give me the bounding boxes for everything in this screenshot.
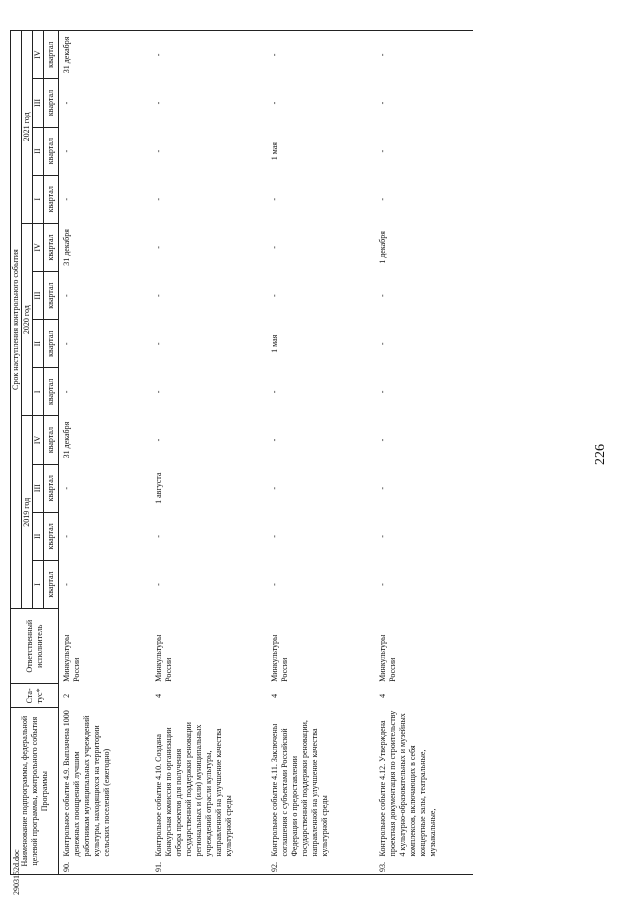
quarter-cell-5: - bbox=[269, 390, 279, 394]
event-status: 4 bbox=[377, 693, 387, 698]
quarter-word-8: квартал bbox=[44, 223, 59, 271]
quarter-numeral-11: III bbox=[33, 79, 44, 127]
event-executor: Минкультуры России bbox=[377, 634, 397, 682]
event-name: Контрольное событие 4.9. Выплачена 1000 денежных поощрений лучшим работникам муниципальных учреждений культуры, находящихся на территории сельских поселений (ежегодно) bbox=[62, 710, 111, 857]
quarter-cell-11: - bbox=[153, 101, 163, 105]
quarter-cell-7: - bbox=[269, 294, 279, 297]
quarter-cell-6: - bbox=[62, 342, 71, 346]
quarter-cell-8: - bbox=[269, 246, 279, 249]
event-executor: Минкультуры России bbox=[153, 634, 173, 682]
quarter-cell-5: - bbox=[377, 390, 387, 394]
quarter-cell-3: 1 августа bbox=[153, 472, 163, 504]
quarter-numeral-2: II bbox=[33, 512, 44, 560]
quarter-numeral-8: IV bbox=[33, 223, 44, 271]
quarter-cell-12: - bbox=[267, 31, 375, 79]
quarter-cell-3: - bbox=[269, 486, 279, 490]
quarter-cell-5: - bbox=[153, 390, 163, 394]
quarter-cell-6: 1 мая bbox=[269, 334, 279, 353]
quarter-word-2: квартал bbox=[44, 512, 59, 560]
quarter-numeral-7: III bbox=[33, 272, 44, 320]
quarter-word-3: квартал bbox=[44, 464, 59, 512]
quarter-word-5: квартал bbox=[44, 368, 59, 416]
quarter-cell-12: - bbox=[375, 31, 473, 79]
event-status: 2 bbox=[62, 693, 71, 698]
event-status: 4 bbox=[153, 693, 163, 698]
quarter-cell-5: - bbox=[62, 390, 71, 394]
row-number: 92. bbox=[267, 858, 375, 874]
quarter-cell-9: - bbox=[377, 197, 387, 201]
quarter-cell-8: - bbox=[153, 246, 163, 249]
quarter-cell-10: - bbox=[153, 149, 163, 153]
quarter-cell-2: - bbox=[269, 535, 279, 538]
header-year-2020: 2020 год bbox=[22, 223, 33, 416]
quarter-word-1: квартал bbox=[44, 560, 59, 608]
quarter-cell-10: - bbox=[62, 149, 71, 153]
quarter-cell-2: - bbox=[153, 535, 163, 538]
table-row bbox=[59, 31, 151, 875]
row-number: 93. bbox=[375, 858, 473, 874]
quarter-cell-11: - bbox=[269, 101, 279, 105]
quarter-word-12: квартал bbox=[44, 31, 59, 79]
header-status: Ста-тус* bbox=[11, 684, 59, 708]
quarter-word-10: квартал bbox=[44, 127, 59, 175]
event-executor: Минкультуры России bbox=[62, 634, 81, 682]
quarter-cell-3: - bbox=[377, 486, 387, 490]
quarter-cell-4: 31 декабря bbox=[62, 421, 71, 459]
event-executor: Минкультуры России bbox=[269, 634, 289, 682]
quarter-cell-12: 31 декабря bbox=[59, 31, 151, 79]
quarter-numeral-10: II bbox=[33, 127, 44, 175]
quarter-cell-6: - bbox=[377, 342, 387, 346]
quarter-cell-7: - bbox=[153, 294, 163, 297]
quarter-numeral-4: IV bbox=[33, 416, 44, 464]
quarter-numeral-5: I bbox=[33, 368, 44, 416]
quarter-cell-7: - bbox=[62, 294, 71, 297]
event-name: Контрольное событие 4.10. Создана Конкурсная комиссия по организации отбора проектов для получения государственной поддержки реновации региональных и (или) муниципальных учреждений отрасли культуры, направленной на улучшение качества культурной среды bbox=[153, 722, 233, 857]
quarter-word-4: квартал bbox=[44, 416, 59, 464]
quarter-cell-8: 1 декабря bbox=[377, 231, 387, 264]
quarter-numeral-9: I bbox=[33, 175, 44, 223]
quarter-cell-7: - bbox=[377, 294, 387, 297]
event-name: Контрольное событие 4.11. Заключены соглашения с субъектами Российской Федерации о предоставлении государственной поддержки реновации, направленной на улучшение качества культурной среды bbox=[269, 720, 329, 857]
quarter-cell-2: - bbox=[377, 535, 387, 538]
quarter-word-6: квартал bbox=[44, 320, 59, 368]
quarter-cell-9: - bbox=[153, 197, 163, 201]
quarter-cell-11: - bbox=[62, 101, 71, 105]
row-number: 91. bbox=[151, 858, 267, 874]
quarter-cell-3: - bbox=[62, 486, 71, 490]
quarter-cell-1: - bbox=[62, 583, 71, 586]
quarter-numeral-1: I bbox=[33, 560, 44, 608]
quarter-word-7: квартал bbox=[44, 272, 59, 320]
header-executor: Ответственный исполнитель bbox=[11, 609, 59, 684]
control-events-table bbox=[10, 30, 473, 875]
quarter-cell-12: - bbox=[151, 31, 267, 79]
event-name: Контрольное событие 4.12. Утверждена проектная документация по строительству 4 культурно-образовательных и музейных комплексов, включающих в себя концертные залы, театральные, музыкальные, bbox=[377, 710, 437, 857]
table-row bbox=[375, 31, 473, 875]
quarter-numeral-6: II bbox=[33, 320, 44, 368]
quarter-word-9: квартал bbox=[44, 175, 59, 223]
quarter-cell-9: - bbox=[62, 197, 71, 201]
table-row bbox=[267, 31, 375, 875]
quarter-cell-1: - bbox=[377, 583, 387, 586]
quarter-numeral-3: III bbox=[33, 464, 44, 512]
header-name: Наименование подпрограммы, федеральной целевой программы, контрольного события Программы bbox=[11, 708, 59, 875]
quarter-cell-10: - bbox=[377, 149, 387, 153]
event-status: 4 bbox=[269, 693, 279, 698]
quarter-cell-4: - bbox=[153, 438, 163, 442]
quarter-cell-1: - bbox=[153, 583, 163, 586]
header-year-2021: 2021 год bbox=[22, 31, 33, 224]
quarter-cell-1: - bbox=[269, 583, 279, 586]
header-year-2019: 2019 год bbox=[22, 416, 33, 609]
quarter-word-11: квартал bbox=[44, 79, 59, 127]
page-number: 226 bbox=[593, 444, 608, 465]
quarter-cell-6: - bbox=[153, 342, 163, 346]
quarter-cell-4: - bbox=[269, 438, 279, 442]
table-row bbox=[151, 31, 267, 875]
quarter-cell-2: - bbox=[62, 535, 71, 538]
quarter-cell-11: - bbox=[377, 101, 387, 105]
quarter-cell-9: - bbox=[269, 197, 279, 201]
header-deadline: Срок наступления контрольного события bbox=[11, 31, 22, 609]
quarter-numeral-12: IV bbox=[33, 31, 44, 79]
quarter-cell-8: 31 декабря bbox=[62, 229, 71, 266]
quarter-cell-4: - bbox=[377, 438, 387, 442]
quarter-cell-10: 1 мая bbox=[269, 142, 279, 161]
table-body bbox=[59, 31, 473, 875]
row-number: 90. bbox=[59, 858, 151, 874]
footer-filename: 2903152d.doc bbox=[12, 849, 21, 895]
